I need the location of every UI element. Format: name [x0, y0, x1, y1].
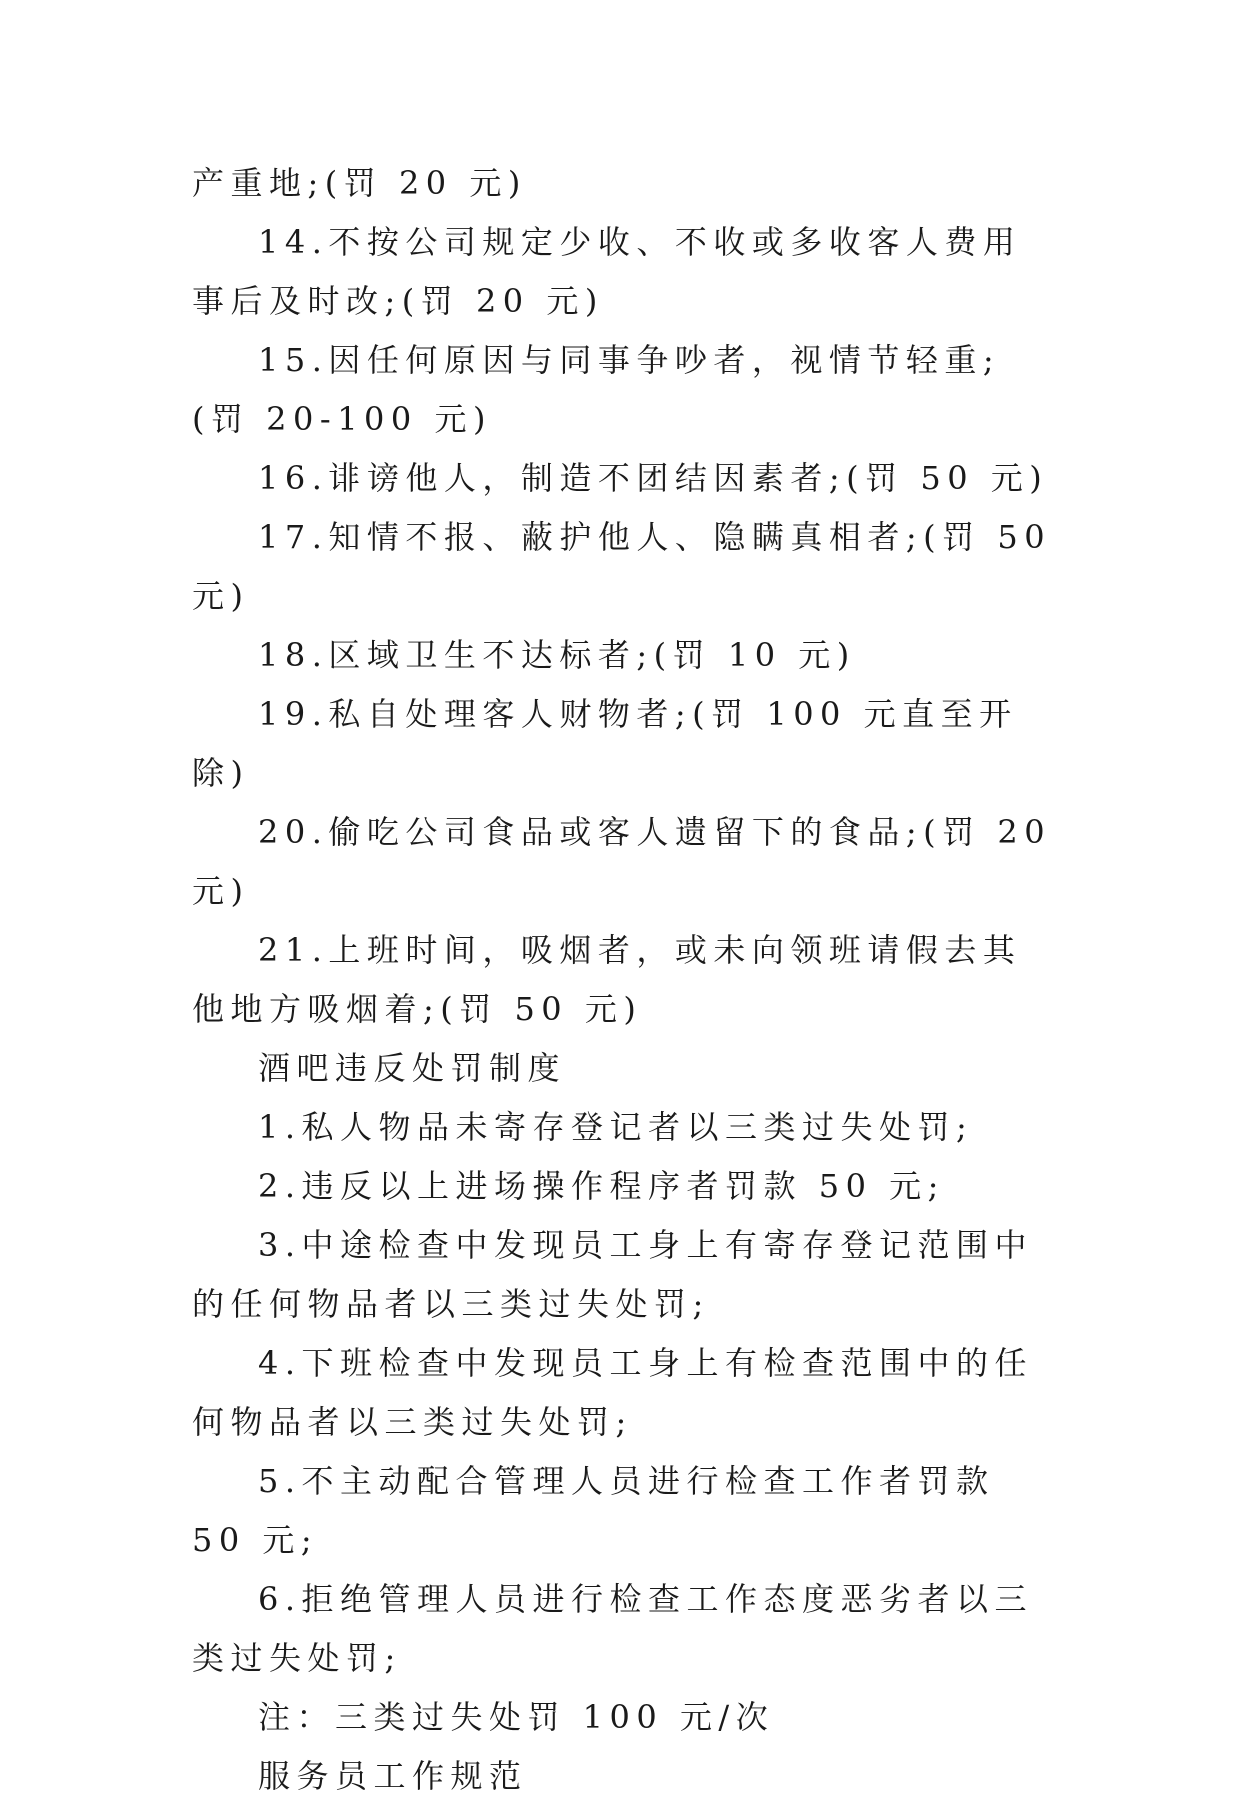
document-body: [192, 154, 1052, 1806]
rule-item-15: 15.因任何原因与同事争吵者，视情节轻重;(罚 20-100 元): [192, 341, 1001, 438]
section-heading-waiter-standards: 服务员工作规范: [258, 1757, 528, 1795]
rule-item-20: 20.偷吃公司食品或客人遗留下的食品;(罚 20 元): [192, 813, 1052, 910]
section-heading-bar-penalties: 酒吧违反处罚制度: [258, 1049, 567, 1087]
bar-rule-item-2: 2.违反以上进场操作程序者罚款 50 元;: [258, 1167, 945, 1205]
bar-rule-item-1: 1.私人物品未寄存登记者以三类过失处罚;: [258, 1108, 974, 1146]
note-paragraph: 注：三类过失处罚 100 元/次: [258, 1698, 775, 1736]
paragraph-continuation: 产重地;(罚 20 元): [192, 164, 527, 202]
rule-item-18: 18.区域卫生不达标者;(罚 10 元): [258, 636, 856, 674]
bar-rule-item-5: 5.不主动配合管理人员进行检查工作者罚款 50 元;: [192, 1462, 995, 1559]
rule-item-17: 17.知情不报、蔽护他人、隐瞒真相者;(罚 50 元): [192, 518, 1052, 615]
bar-rule-item-6: 6.拒绝管理人员进行检查工作态度恶劣者以三类过失处罚;: [192, 1580, 1034, 1677]
bar-rule-item-3: 3.中途检查中发现员工身上有寄存登记范围中的任何物品者以三类过失处罚;: [192, 1226, 1034, 1323]
rule-item-21: 21.上班时间，吸烟者，或未向领班请假去其他地方吸烟着;(罚 50 元): [192, 931, 1022, 1028]
rule-item-14: 14.不按公司规定少收、不收或多收客人费用事后及时改;(罚 20 元): [192, 223, 1022, 320]
rule-item-16: 16.诽谤他人，制造不团结因素者;(罚 50 元): [258, 459, 1049, 497]
rule-item-19: 19.私自处理客人财物者;(罚 100 元直至开除): [192, 695, 1018, 792]
bar-rule-item-4: 4.下班检查中发现员工身上有检查范围中的任何物品者以三类过失处罚;: [192, 1344, 1034, 1441]
